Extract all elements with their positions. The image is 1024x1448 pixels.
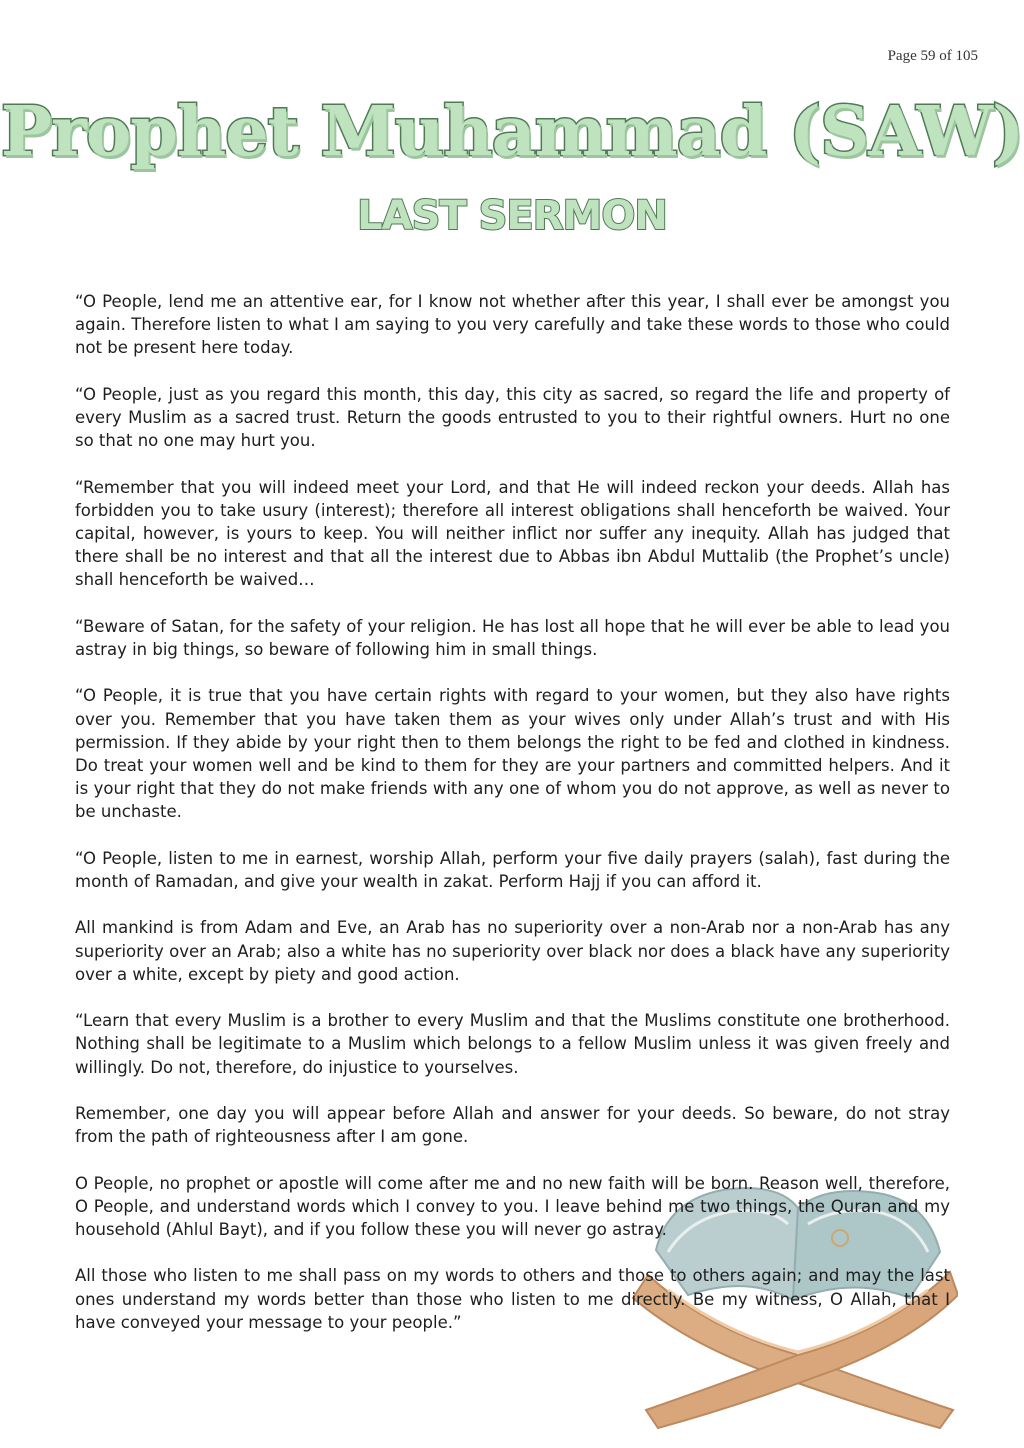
paragraph: “O People, lend me an attentive ear, for I know not whether after this year, I shall ever be amongst you again. Therefore listen to what I am saying to you very carefully and take these words to those who could not be present here today. xyxy=(75,292,950,358)
paragraph: “O People, listen to me in earnest, worship Allah, perform your five daily prayers (salah), fast during the month of Ramadan, and give your wealth in zakat. Perform Hajj if you can afford it. xyxy=(75,848,950,891)
paragraph: “Learn that every Muslim is a brother to every Muslim and that the Muslims constitute one brotherhood. Nothing shall be legitimate to a Muslim which belongs to a fellow Muslim unless it was given freely and willingly. Do not, therefore, do injustice to yourselves. xyxy=(75,1011,950,1077)
paragraph: “O People, it is true that you have certain rights with regard to your women, but they also have rights over you. Remember that you have taken them as your wives only under Allah’s trust and with His permission. If they abide by your right then to them belongs the right to be fed and clothed in kindness. Do treat your women well and be kind to them for they are your partners and committed helpers. And it is your right that they do not make friends with any one of whom you do not approve, as well as never to be unchaste. xyxy=(75,686,950,822)
page-number: Page 59 of 105 xyxy=(887,48,978,64)
paragraph: Remember, one day you will appear before Allah and answer for your deeds. So beware, do not stray from the path of righteousness after I am gone. xyxy=(75,1103,950,1147)
paragraph: “Beware of Satan, for the safety of your religion. He has lost all hope that he will ever be able to lead you astray in big things, so beware of following him in small things. xyxy=(75,616,950,659)
paragraph: O People, no prophet or apostle will come after me and no new faith will be born. Reason well, therefore, O People, and understand words which I convey to you. I leave behind me two things, the Quran and my household (Ahlul Bayt), and if you follow these you will never go astray. xyxy=(75,1173,950,1239)
paragraph: “O People, just as you regard this month, this day, this city as sacred, so regard the life and property of every Muslim as a sacred trust. Return the goods entrusted to you to their rightful owners. Hurt no one so that no one may hurt you. xyxy=(75,384,950,451)
paragraph: All mankind is from Adam and Eve, an Arab has no superiority over a non-Arab nor a non-Arab has any superiority over an Arab; also a white has no superiority over black nor does a black have any superiority over a white, except by piety and good action. xyxy=(75,918,950,984)
sermon-text xyxy=(75,290,950,1357)
page-subtitle: LAST SERMON xyxy=(357,193,667,239)
page-title: Prophet Muhammad (SAW) xyxy=(0,92,1024,172)
paragraph: All those who listen to me shall pass on my words to others and those to others again; and may the last ones understand my words better than those who listen to me directly. Be my witness, O Allah, that I have conveyed your message to your people.” xyxy=(75,1266,950,1332)
paragraph: “Remember that you will indeed meet your Lord, and that He will indeed reckon your deeds. Allah has forbidden you to take usury (interest); therefore all interest obligations shall henceforth be waived. Your capital, however, is yours to keep. You will neither inflict nor suffer any inequity. Allah has judged that there shall be no interest and that all the interest due to Abbas ibn Abdul Muttalib (the Prophet’s uncle) shall henceforth be waived… xyxy=(75,477,950,590)
